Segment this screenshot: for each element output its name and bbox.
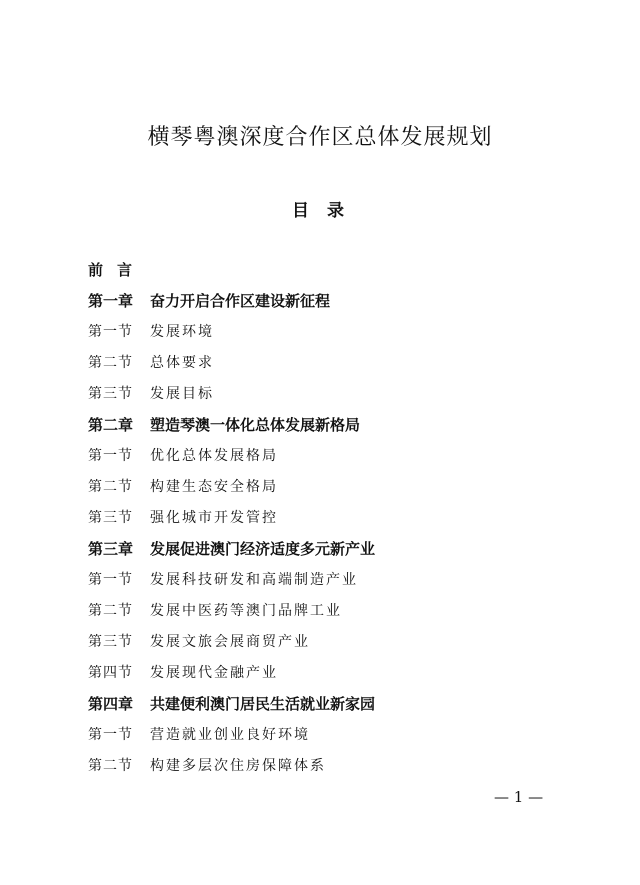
toc-chapter (88, 534, 558, 565)
toc-section (88, 596, 558, 627)
toc-entry-number: 第三节 (88, 634, 133, 650)
table-of-contents (88, 255, 558, 782)
toc-entry-title: 强化城市开发管控 (150, 510, 278, 526)
toc-chapter (88, 286, 558, 317)
toc-entry-title: 发展现代金融产业 (150, 665, 278, 681)
toc-entry-title: 总体要求 (150, 355, 214, 371)
toc-entry-number: 第三章 (88, 540, 134, 558)
toc-entry-title: 发展中医药等澳门品牌工业 (150, 603, 342, 619)
toc-entry-number: 第一节 (88, 572, 133, 588)
toc-section (88, 317, 558, 348)
toc-entry-title: 营造就业创业良好环境 (150, 727, 310, 743)
toc-entry-title: 发展目标 (150, 386, 214, 402)
toc-section (88, 565, 558, 596)
toc-entry-title: 发展促进澳门经济适度多元新产业 (150, 540, 376, 558)
toc-entry-title: 发展文旅会展商贸产业 (150, 634, 310, 650)
toc-entry-title: 发展环境 (150, 324, 214, 340)
toc-section (88, 658, 558, 689)
toc-entry-title: 奋力开启合作区建设新征程 (150, 292, 331, 310)
toc-entry-number: 第二章 (88, 416, 134, 434)
toc-section (88, 751, 558, 782)
toc-entry-title: 共建便利澳门居民生活就业新家园 (150, 695, 376, 713)
toc-section (88, 627, 558, 658)
page-number: — 1 — (494, 788, 544, 806)
toc-entry-number: 第二节 (88, 355, 133, 371)
toc-heading: 目录 (292, 201, 362, 221)
toc-section (88, 472, 558, 503)
toc-entry-number: 第二节 (88, 603, 133, 619)
toc-entry-title: 构建生态安全格局 (150, 479, 278, 495)
toc-entry-number: 第一章 (88, 292, 134, 310)
toc-entry-number: 第四章 (88, 695, 134, 713)
toc-entry-number: 第一节 (88, 727, 133, 743)
toc-entry-title: 塑造琴澳一体化总体发展新格局 (150, 416, 361, 434)
toc-entry-title: 构建多层次住房保障体系 (150, 758, 326, 774)
toc-section (88, 379, 558, 410)
toc-entry-title: 发展科技研发和高端制造产业 (150, 572, 358, 588)
toc-section (88, 348, 558, 379)
toc-chapter (88, 689, 558, 720)
toc-section (88, 503, 558, 534)
toc-section (88, 720, 558, 751)
toc-entry-title: 优化总体发展格局 (150, 448, 278, 464)
toc-section (88, 441, 558, 472)
toc-entry-title: 前言 (88, 261, 147, 279)
toc-entry-number: 第二节 (88, 479, 133, 495)
toc-entry-number: 第四节 (88, 665, 133, 681)
toc-entry-number: 第二节 (88, 758, 133, 774)
toc-entry-number: 第一节 (88, 448, 133, 464)
toc-entry-number: 第三节 (88, 386, 133, 402)
document-title: 横琴粤澳深度合作区总体发展规划 (147, 125, 493, 150)
toc-entry-number: 第三节 (88, 510, 133, 526)
toc-preface (88, 255, 558, 286)
toc-entry-number: 第一节 (88, 324, 133, 340)
toc-chapter (88, 410, 558, 441)
